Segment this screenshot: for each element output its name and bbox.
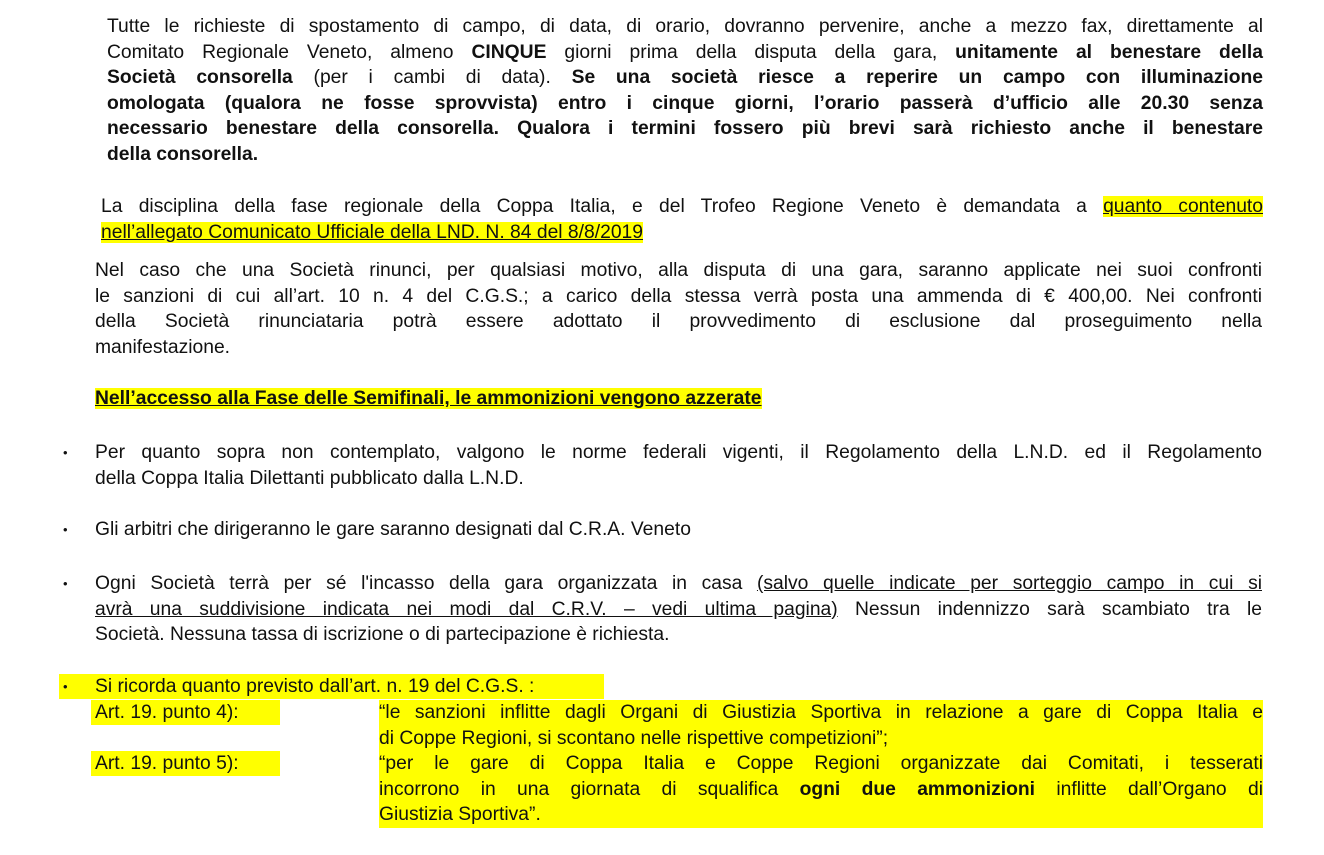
list-item <box>95 571 1262 648</box>
bullet-icon: • <box>63 576 68 591</box>
paragraph-line <box>101 220 1263 246</box>
paragraph-line: Comitato Regionale Veneto, almeno CINQUE giorni prima della disputa della gara, unitamente al benestare della <box>107 41 1263 63</box>
highlighted-reference: nell’allegato Comunicato Ufficiale della LND. N. 84 del 8/8/2019 <box>101 221 643 243</box>
paragraph-withdrawal <box>95 258 1262 360</box>
paragraph-change-requests <box>107 14 1263 168</box>
bullet-icon: • <box>63 679 68 694</box>
paragraph-line: necessario benestare della consorella. Qualora i termini fossero più brevi sarà richiesto anche il benestare <box>107 118 1263 140</box>
paragraph-line: della Coppa Italia Dilettanti pubblicato dalla L.N.D. <box>95 467 524 489</box>
paragraph-line: Gli arbitri che dirigeranno le gare saranno designati dal C.R.A. Veneto <box>95 519 691 540</box>
article-label-5: Art. 19. punto 5): <box>95 753 239 774</box>
paragraph-line: della consorella. <box>107 143 259 165</box>
paragraph-line: La disciplina della fase regionale della Coppa Italia, e del Trofeo Regione Veneto è demandata a quanto contenuto <box>101 196 1263 217</box>
article-label-4: Art. 19. punto 4): <box>95 702 239 723</box>
paragraph-line: Giustizia Sportiva”. <box>379 804 541 826</box>
article-text-4 <box>379 700 1263 751</box>
emphasis-cinque: CINQUE <box>471 41 547 63</box>
paragraph-line: Ogni Società terrà per sé l'incasso della gara organizzata in casa (salvo quelle indicate per sorteggio campo in cui si <box>95 573 1262 594</box>
paragraph-line: “per le gare di Coppa Italia e Coppe Regioni organizzate dai Comitati, i tesserati <box>379 753 1263 774</box>
paragraph-line: le sanzioni di cui all’art. 10 n. 4 del C.G.S.; a carico della stessa verrà posta una ammenda di € 400,00. Nei confronti <box>95 285 1262 307</box>
paragraph-line: Società. Nessuna tassa di iscrizione o di partecipazione è richiesta. <box>95 624 670 646</box>
article-text-5 <box>379 751 1263 828</box>
paragraph-regional-phase <box>101 194 1263 245</box>
paragraph-line: “le sanzioni inflitte dagli Organi di Giustizia Sportiva in relazione a gare di Coppa Italia e <box>379 702 1263 723</box>
list-item-lead: Si ricorda quanto previsto dall’art. n. 19 del C.G.S. : <box>95 676 535 697</box>
paragraph-line: omologata (qualora ne fosse sprovvista) entro i cinque giorni, l’orario passerà d’ufficio alle 20.30 senza <box>107 92 1263 114</box>
paragraph-line: incorrono in una giornata di squalifica ogni due ammonizioni inflitte dall’Organo di <box>379 778 1263 800</box>
paragraph-line: Società consorella (per i cambi di data). Se una società riesce a reperire un campo con illuminazione <box>107 67 1263 89</box>
heading-text: Nell’accesso alla Fase delle Semifinali, le ammonizioni vengono azzerate <box>95 388 762 409</box>
paragraph-line: avrà una suddivisione indicata nei modi dal C.R.V. – vedi ultima pagina) Nessun indennizzo sarà scambiato tra le <box>95 598 1262 620</box>
semifinal-heading <box>95 386 1195 412</box>
list-item <box>95 517 1262 543</box>
paragraph-line: manifestazione. <box>95 336 231 358</box>
list-item <box>95 440 1262 491</box>
bullet-icon: • <box>63 522 68 537</box>
highlighted-reference: quanto contenuto <box>1103 196 1263 217</box>
paragraph-line: Nel caso che una Società rinunci, per qualsiasi motivo, alla disputa di una gara, saranno applicate nei suoi confronti <box>95 260 1262 281</box>
paragraph-line: di Coppe Regioni, si scontano nelle rispettive competizioni”; <box>379 727 889 749</box>
paragraph-line: Per quanto sopra non contemplato, valgono le norme federali vigenti, il Regolamento della L.N.D. ed il Regolamento <box>95 442 1262 463</box>
paragraph-line: Tutte le richieste di spostamento di campo, di data, di orario, dovranno pervenire, anche a mezzo fax, direttamente al <box>107 16 1263 37</box>
paragraph-line: della Società rinunciataria potrà essere adottato il provvedimento di esclusione dal proseguimento nella <box>95 311 1262 333</box>
bullet-icon: • <box>63 445 68 460</box>
